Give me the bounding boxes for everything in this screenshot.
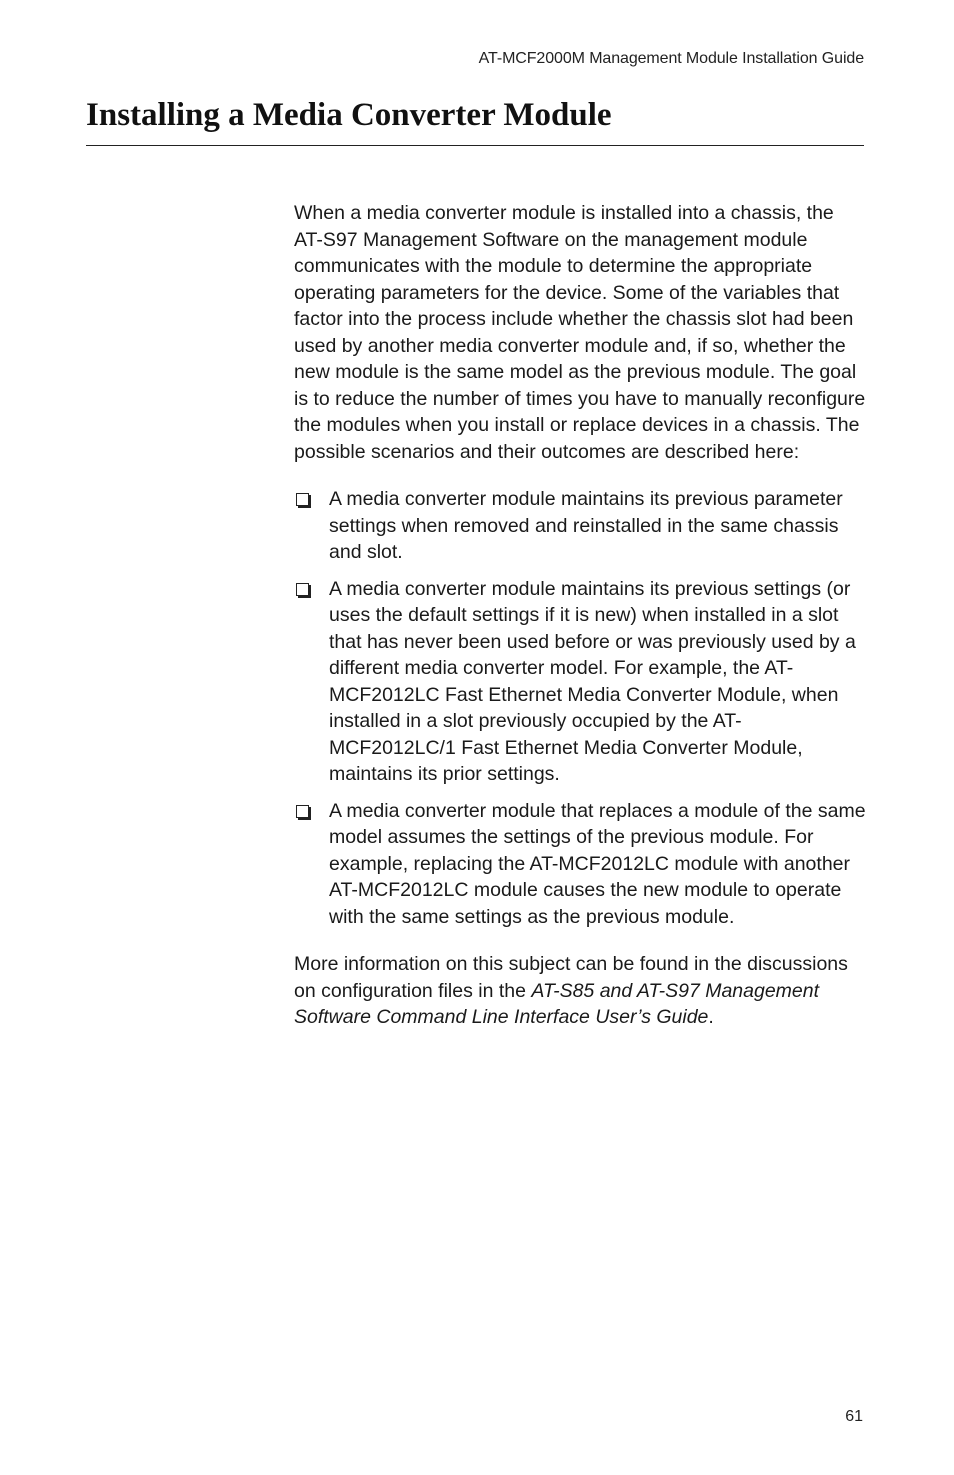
list-item-text: A media converter module maintains its previous parameter settings when removed and reinstalled in the same chassis and slot. xyxy=(329,488,843,563)
closing-lead-text: More information on this subject can be found in the discussions on configuration files in the xyxy=(294,953,848,1002)
checkbox-bullet-icon xyxy=(296,493,309,506)
body-column xyxy=(294,200,866,1031)
section-title: Installing a Media Converter Module xyxy=(86,97,612,133)
closing-paragraph xyxy=(294,951,866,1031)
closing-tail-text: . xyxy=(708,1006,714,1028)
running-header: AT-MCF2000M Management Module Installation Guide xyxy=(478,50,864,67)
intro-paragraph: When a media converter module is installed into a chassis, the AT-S97 Management Software on the management module communicates with the module to determine the appropriate operating parameters for the device. Some of the variables that factor into the process include whether the chassis slot had been used by another media converter module and, if so, whether the new module is the same model as the previous module. The goal is to reduce the number of times you have to manually reconfigure the modules when you install or replace devices in a chassis. The possible scenarios and their outcomes are described here: xyxy=(294,202,866,463)
page-number: 61 xyxy=(845,1408,863,1425)
scenario-list xyxy=(294,486,866,930)
checkbox-bullet-icon xyxy=(296,583,309,596)
list-item xyxy=(294,798,866,931)
list-item-text: A media converter module that replaces a module of the same model assumes the settings of the previous module. For example, replacing the AT-MCF2012LC module with another AT-MCF2012LC module causes the new module to operate with the same settings as the previous module. xyxy=(329,799,866,928)
title-rule xyxy=(86,145,864,146)
list-item-text: A media converter module maintains its previous settings (or uses the default settings if it is new) when installed in a slot that has never been used before or was previously used by a different media converter model. For example, the AT-MCF2012LC Fast Ethernet Media Converter Module, when installed in a slot previously occupied by the AT-MCF2012LC/1 Fast Ethernet Media Converter Module, maintains its prior settings. xyxy=(329,577,856,785)
list-item xyxy=(294,486,866,566)
checkbox-bullet-icon xyxy=(296,805,309,818)
list-item xyxy=(294,576,866,788)
guide-reference: AT-S85 and AT-S97 Management Software Command Line Interface User’s Guide xyxy=(294,979,820,1028)
